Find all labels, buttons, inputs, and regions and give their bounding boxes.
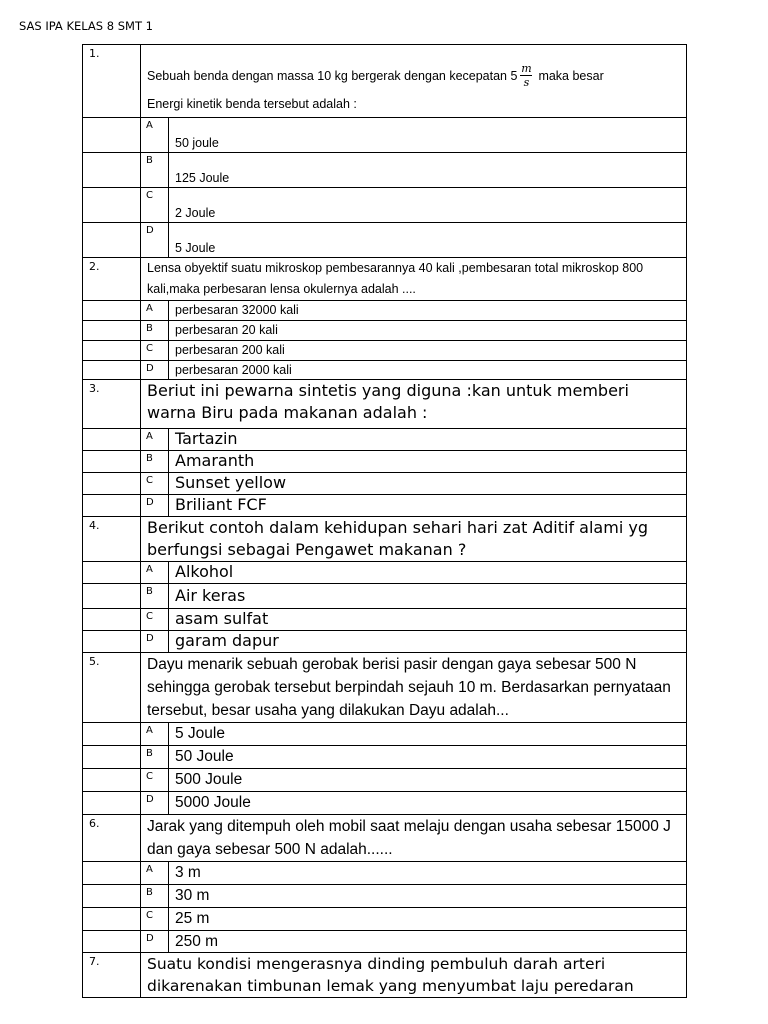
velocity-unit-fraction [520,63,532,89]
option-letter: A [141,301,169,321]
option-letter: D [141,361,169,380]
option-letter: C [141,473,169,495]
question-text: Beriut ini pewarna sintetis yang diguna :kan untuk memberi warna Biru pada makanan adalah : [141,380,687,429]
option-number-cell [83,631,141,653]
option-number-cell [83,118,141,153]
option-letter: B [141,584,169,609]
question-text-part: Sebuah benda dengan massa 10 kg bergerak dengan kecepatan 5 [147,68,518,83]
option-text: 5 Joule [169,223,687,258]
option-text: 500 Joule [169,769,687,792]
option-number-cell [83,609,141,631]
question-row-7 [83,953,687,998]
option-text: 5 Joule [169,723,687,746]
question-row-5 [83,653,687,723]
option-row [83,118,687,153]
option-number-cell [83,451,141,473]
option-number-cell [83,862,141,885]
question-text: Lensa obyektif suatu mikroskop pembesarannya 40 kali ,pembesaran total mikroskop 800 kali,maka perbesaran lensa okulernya adalah .... [141,258,687,301]
option-row [83,908,687,931]
option-text: perbesaran 200 kali [169,341,687,361]
unit-numerator: m [521,61,532,75]
option-text: 30 m [169,885,687,908]
option-text: Tartazin [169,429,687,451]
option-text: 3 m [169,862,687,885]
option-row [83,153,687,188]
option-number-cell [83,429,141,451]
option-letter: A [141,562,169,584]
option-number-cell [83,301,141,321]
option-row [83,429,687,451]
option-letter: D [141,792,169,815]
option-row [83,769,687,792]
option-number-cell [83,473,141,495]
option-row [83,301,687,321]
option-row [83,931,687,953]
option-letter: D [141,223,169,258]
option-row [83,885,687,908]
option-row [83,746,687,769]
question-number: 3. [83,380,141,429]
option-letter: A [141,118,169,153]
option-text: 250 m [169,931,687,953]
option-letter: D [141,495,169,517]
option-number-cell [83,908,141,931]
option-letter: C [141,609,169,631]
option-row [83,584,687,609]
option-number-cell [83,153,141,188]
option-number-cell [83,885,141,908]
question-text: Suatu kondisi mengerasnya dinding pembuluh darah arteri dikarenakan timbunan lemak yang menyumbat laju peredaran [141,953,687,998]
option-text: 125 Joule [169,153,687,188]
option-letter: C [141,769,169,792]
option-row [83,473,687,495]
question-row-1 [83,45,687,118]
option-letter: B [141,885,169,908]
question-row-2 [83,258,687,301]
unit-denominator: s [520,75,532,89]
option-text: 50 joule [169,118,687,153]
option-text: 2 Joule [169,188,687,223]
question-text: Dayu menarik sebuah gerobak berisi pasir dengan gaya sebesar 500 N sehingga gerobak tersebut berpindah sejauh 10 m. Berdasarkan pernyataan tersebut, besar usaha yang dilakukan Dayu adalah... [141,653,687,723]
option-number-cell [83,341,141,361]
option-letter: D [141,631,169,653]
option-row [83,341,687,361]
question-number: 5. [83,653,141,723]
option-letter: A [141,723,169,746]
option-text: Air keras [169,584,687,609]
question-table [82,44,687,998]
option-text: perbesaran 32000 kali [169,301,687,321]
question-row-6 [83,815,687,862]
option-row [83,723,687,746]
option-text: Alkohol [169,562,687,584]
question-number: 7. [83,953,141,998]
option-number-cell [83,321,141,341]
option-row [83,451,687,473]
option-row [83,862,687,885]
option-row [83,792,687,815]
option-row [83,361,687,380]
option-row [83,495,687,517]
option-letter: A [141,429,169,451]
option-row [83,223,687,258]
option-letter: B [141,321,169,341]
option-text: perbesaran 2000 kali [169,361,687,380]
option-text: 25 m [169,908,687,931]
option-number-cell [83,769,141,792]
option-text: garam dapur [169,631,687,653]
option-letter: C [141,188,169,223]
question-text-part: maka besar [538,68,604,83]
option-number-cell [83,723,141,746]
document-title: SAS IPA KELAS 8 SMT 1 [19,19,153,33]
question-text [141,45,687,118]
option-row [83,609,687,631]
option-number-cell [83,361,141,380]
option-letter: B [141,451,169,473]
option-text: 5000 Joule [169,792,687,815]
option-text: Sunset yellow [169,473,687,495]
option-number-cell [83,188,141,223]
option-letter: B [141,746,169,769]
option-letter: C [141,341,169,361]
question-text: Jarak yang ditempuh oleh mobil saat melaju dengan usaha sebesar 15000 J dan gaya sebesar 500 N adalah...... [141,815,687,862]
question-text-line: Energi kinetik benda tersebut adalah : [147,96,357,111]
option-text: asam sulfat [169,609,687,631]
option-row [83,562,687,584]
question-number: 2. [83,258,141,301]
question-number: 1. [83,45,141,118]
question-row-4 [83,517,687,562]
option-text: Briliant FCF [169,495,687,517]
option-number-cell [83,495,141,517]
option-letter: A [141,862,169,885]
option-number-cell [83,223,141,258]
option-text: perbesaran 20 kali [169,321,687,341]
question-number: 4. [83,517,141,562]
option-row [83,188,687,223]
option-text: 50 Joule [169,746,687,769]
question-number: 6. [83,815,141,862]
option-row [83,631,687,653]
option-letter: C [141,908,169,931]
option-row [83,321,687,341]
option-number-cell [83,584,141,609]
option-letter: D [141,931,169,953]
question-text: Berikut contoh dalam kehidupan sehari hari zat Aditif alami yg berfungsi sebagai Pengawet makanan ? [141,517,687,562]
question-row-3 [83,380,687,429]
option-number-cell [83,792,141,815]
option-letter: B [141,153,169,188]
option-number-cell [83,746,141,769]
option-number-cell [83,562,141,584]
option-number-cell [83,931,141,953]
option-text: Amaranth [169,451,687,473]
